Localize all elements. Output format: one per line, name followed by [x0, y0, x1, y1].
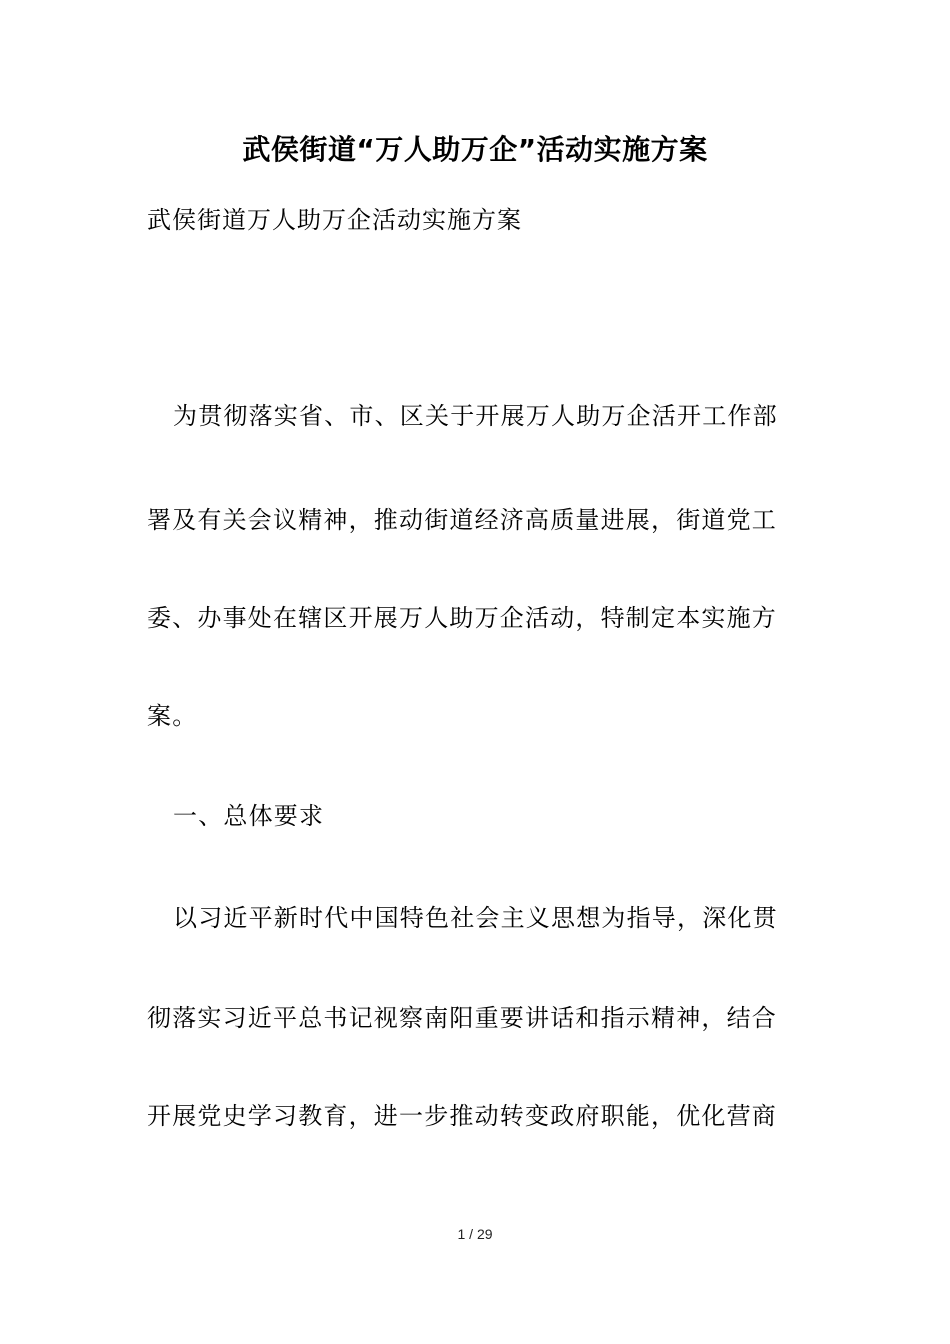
page-number: 1 / 29 — [457, 1226, 493, 1242]
body-line-1: 为贯彻落实省、市、区关于开展万人助万企活开工作部 — [173, 402, 778, 430]
body-line-7: 开展党史学习教育，进一步推动转变政府职能，优化营商 — [147, 1102, 777, 1130]
document-title: 武侯街道“万人助万企”活动实施方案 — [242, 133, 708, 166]
body-line-6: 彻落实习近平总书记视察南阳重要讲话和指示精神，结合 — [147, 1004, 777, 1032]
body-line-4: 案。 — [147, 702, 198, 730]
body-line-2: 署及有关会议精神，推动街道经济高质量进展，街道党工 — [147, 506, 777, 534]
body-line-3: 委、办事处在辖区开展万人助万企活动，特制定本实施方 — [147, 604, 777, 632]
document-subtitle: 武侯街道万人助万企活动实施方案 — [147, 206, 522, 234]
section-heading-1: 一、总体要求 — [173, 802, 325, 830]
body-line-5: 以习近平新时代中国特色社会主义思想为指导，深化贯 — [173, 904, 778, 932]
